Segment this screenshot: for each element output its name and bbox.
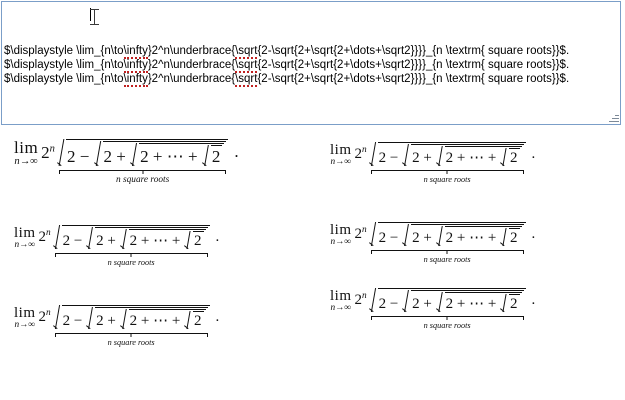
limit-operator	[14, 225, 36, 250]
radicand-term-3: 2 + ⋯ +	[445, 296, 497, 313]
misspelled-word-sqrt: \sqrt	[235, 45, 258, 57]
radicand-term-3: 2 + ⋯ +	[140, 146, 198, 166]
underbrace-label: n square roots	[423, 255, 471, 265]
underbrace-label: n square roots	[423, 321, 471, 331]
radical-level-4	[184, 231, 204, 250]
radicand-term-1: 2 −	[378, 150, 399, 167]
lim-word: lim	[330, 142, 352, 158]
source-line-2: $\displaystyle \lim_{n\to\infty}2^n\underbrace{\sqrt{2-\sqrt{2+\sqrt{2+\dots+\sqrt2}}}}_{n \textrm{ square roots}}$.	[4, 59, 570, 71]
power-term	[355, 146, 367, 163]
power-exponent: n	[362, 145, 367, 156]
lim-subscript: n→∞	[14, 156, 38, 167]
radical-level-3	[436, 226, 522, 247]
underbrace-label: n square roots	[115, 174, 170, 185]
radical-level-4	[202, 145, 223, 167]
underbrace-bracket	[369, 167, 526, 174]
lim-word: lim	[330, 222, 352, 238]
nested-radical	[53, 225, 210, 250]
lim-subscript: n→∞	[14, 320, 36, 330]
formula-5	[330, 222, 536, 265]
power-base: 2	[354, 226, 363, 243]
underbrace-group	[53, 225, 210, 268]
power-exponent: n	[362, 225, 367, 236]
formula-3	[14, 305, 220, 348]
radicand-term-1: 2 −	[378, 230, 399, 247]
underbrace-label: n square roots	[423, 175, 471, 185]
power-exponent: n	[46, 308, 51, 319]
power-term	[39, 309, 51, 326]
source-line-1: $\displaystyle \lim_{n\to\infty}2^n\underbrace{\sqrt{2-\sqrt{2+\sqrt{2+\dots+\sqrt2}}}}_{n \textrm{ square roots}}$.	[4, 45, 570, 57]
period: .	[215, 309, 220, 326]
radicand-term-4: 2	[211, 146, 221, 166]
misspelled-word-sqrt: \sqrt	[235, 73, 258, 85]
lim-subscript: n→∞	[330, 157, 352, 167]
radicand-term-2: 2 +	[412, 230, 432, 247]
power-term	[355, 292, 367, 309]
underbrace-label: n square roots	[107, 338, 155, 348]
power-term	[41, 143, 55, 163]
power-base: 2	[38, 309, 47, 326]
radical-level-1	[53, 305, 210, 330]
lim-word: lim	[330, 288, 352, 304]
radicand-term-4: 2	[510, 296, 518, 313]
radicand-term-4: 2	[510, 150, 518, 167]
resize-handle[interactable]	[608, 112, 619, 123]
power-exponent: n	[49, 143, 55, 155]
radical-level-2	[402, 144, 523, 167]
power-exponent: n	[46, 228, 51, 239]
radical-level-2	[86, 227, 207, 250]
underbrace-group	[369, 222, 526, 265]
radical-level-2	[402, 290, 523, 313]
nested-radical	[369, 288, 526, 313]
radicand-term-2: 2 +	[103, 146, 126, 166]
misspelled-word-infty: \infty	[123, 45, 148, 57]
ibeam-cursor-icon	[90, 9, 99, 25]
lim-subscript: n→∞	[14, 240, 36, 250]
underbrace-label: n square roots	[107, 258, 155, 268]
lim-subscript: n→∞	[330, 303, 352, 313]
radical-level-3	[120, 229, 206, 250]
radicand-term-3: 2 + ⋯ +	[445, 150, 497, 167]
limit-operator	[14, 305, 36, 330]
limit-operator	[330, 142, 352, 167]
radicand-term-4: 2	[194, 233, 202, 250]
limit-operator	[330, 288, 352, 313]
underbrace-bracket	[369, 313, 526, 320]
underbrace-group	[57, 139, 228, 185]
radicand-term-2: 2 +	[412, 150, 432, 167]
underbrace-bracket	[369, 247, 526, 254]
radicand-term-1: 2 −	[62, 313, 83, 330]
formula-2	[14, 225, 220, 268]
period: .	[531, 292, 536, 309]
radical-level-4	[500, 294, 520, 313]
limit-operator	[330, 222, 352, 247]
power-base: 2	[354, 292, 363, 309]
misspelled-word-sqrt: \sqrt	[235, 59, 258, 71]
formula-4	[330, 142, 536, 185]
underbrace-group	[369, 142, 526, 185]
lim-word: lim	[14, 138, 39, 157]
rendered-formula-area	[0, 130, 625, 400]
radical-level-3	[436, 146, 522, 167]
radicand-term-2: 2 +	[412, 296, 432, 313]
radical-level-4	[500, 228, 520, 247]
formula-1	[14, 138, 239, 185]
lim-word: lim	[14, 305, 36, 321]
radical-level-3	[120, 309, 206, 330]
radical-level-1	[369, 288, 526, 313]
radical-level-1	[369, 142, 526, 167]
source-line-3: $\displaystyle \lim_{n\to\infty}2^n\underbrace{\sqrt{2-\sqrt{2+\sqrt{2+\dots+\sqrt2}}}}_{n \textrm{ square roots}}$.	[4, 73, 570, 85]
source-line-blank-3	[2, 30, 620, 44]
underbrace-bracket	[57, 167, 228, 174]
radicand-term-3: 2 + ⋯ +	[129, 313, 181, 330]
misspelled-word-infty: \infty	[123, 73, 148, 85]
underbrace-bracket	[53, 250, 210, 257]
power-term	[355, 226, 367, 243]
radical-level-4	[500, 148, 520, 167]
lim-word: lim	[14, 225, 36, 241]
limit-operator	[14, 138, 38, 168]
period: .	[531, 146, 536, 163]
radical-level-4	[184, 311, 204, 330]
radicand-term-3: 2 + ⋯ +	[129, 233, 181, 250]
radical-level-3	[436, 292, 522, 313]
power-base: 2	[38, 229, 47, 246]
period: .	[234, 141, 239, 161]
nested-radical	[369, 222, 526, 247]
formula-6	[330, 288, 536, 331]
radical-level-2	[94, 141, 227, 167]
radical-level-2	[402, 224, 523, 247]
radical-level-1	[369, 222, 526, 247]
power-base: 2	[354, 146, 363, 163]
period: .	[531, 226, 536, 243]
period: .	[215, 229, 220, 246]
power-exponent: n	[362, 291, 367, 302]
underbrace-bracket	[53, 330, 210, 337]
radicand-term-2: 2 +	[96, 233, 116, 250]
radicand-term-2: 2 +	[96, 313, 116, 330]
underbrace-group	[53, 305, 210, 348]
radical-level-3	[130, 143, 224, 167]
power-base: 2	[41, 142, 50, 162]
latex-source-editor[interactable]	[1, 1, 621, 125]
nested-radical	[369, 142, 526, 167]
radical-level-2	[86, 307, 207, 330]
nested-radical	[53, 305, 210, 330]
radical-level-1	[57, 139, 228, 167]
underbrace-group	[369, 288, 526, 331]
radicand-term-1: 2 −	[66, 146, 90, 166]
radicand-term-1: 2 −	[378, 296, 399, 313]
radicand-term-3: 2 + ⋯ +	[445, 230, 497, 247]
radicand-term-4: 2	[194, 313, 202, 330]
radicand-term-4: 2	[510, 230, 518, 247]
lim-subscript: n→∞	[330, 237, 352, 247]
misspelled-word-infty: \infty	[123, 59, 148, 71]
power-term	[39, 229, 51, 246]
nested-radical	[57, 139, 228, 167]
radical-level-1	[53, 225, 210, 250]
radicand-term-1: 2 −	[62, 233, 83, 250]
